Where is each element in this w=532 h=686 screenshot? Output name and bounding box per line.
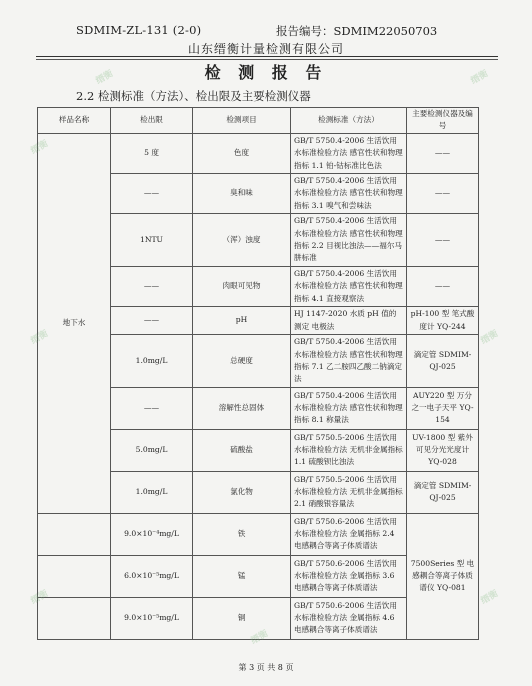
method-cell: GB/T 5750.4-2006 生活饮用水标准检验方法 感官性状和物理指标 2.2 目视比浊法——福尔马肼标准 xyxy=(291,214,407,267)
limit-cell: 9.0×10⁻⁴mg/L xyxy=(111,513,193,555)
limit-cell: —— xyxy=(111,174,193,214)
instrument-cell: UV-1800 型 紫外可见分光光度计 YQ-028 xyxy=(407,429,479,471)
limit-cell: 1.0mg/L xyxy=(111,471,193,513)
watermark: 缙衡 xyxy=(469,68,491,87)
col-header-method: 检测标准（方法） xyxy=(291,108,407,134)
item-cell: 铜 xyxy=(193,597,291,639)
watermark: 缙衡 xyxy=(29,588,51,607)
item-cell: pH xyxy=(193,307,291,335)
section-title: 2.2 检测标准（方法）、检出限及主要检测仪器 xyxy=(76,89,311,103)
sample-name-cell-empty xyxy=(38,597,111,639)
table-row xyxy=(38,513,479,555)
header-rule-thick xyxy=(36,56,498,57)
item-cell: 硫酸盐 xyxy=(193,429,291,471)
item-cell: 肉眼可见物 xyxy=(193,266,291,306)
instrument-cell: 滴定管 SDMIM-QJ-025 xyxy=(407,335,479,388)
col-header-sample: 样品名称 xyxy=(38,108,111,134)
method-cell: GB/T 5750.4-2006 生活饮用水标准检验方法 感官性状和物理指标 3.1 嗅气和尝味法 xyxy=(291,174,407,214)
method-cell: HJ 1147-2020 水质 pH 值的测定 电极法 xyxy=(291,307,407,335)
table-header-row xyxy=(38,108,479,134)
method-cell: GB/T 5750.4-2006 生活饮用水标准检验方法 感官性状和物理指标 1.1 铂-钴标准比色法 xyxy=(291,133,407,173)
method-cell: GB/T 5750.4-2006 生活饮用水标准检验方法 感官性状和物理指标 4.1 直接观察法 xyxy=(291,266,407,306)
method-cell: GB/T 5750.6-2006 生活饮用水标准检验方法 金属指标 2.4 电感耦合等离子体质谱法 xyxy=(291,513,407,555)
watermark: 缙衡 xyxy=(479,588,501,607)
item-cell: 色度 xyxy=(193,133,291,173)
watermark: 缙衡 xyxy=(29,138,51,157)
method-cell: GB/T 5750.6-2006 生活饮用水标准检验方法 金属指标 4.6 电感耦合等离子体质谱法 xyxy=(291,597,407,639)
limit-cell: 1NTU xyxy=(111,214,193,267)
col-header-item: 检测项目 xyxy=(193,108,291,134)
item-cell: 溶解性总固体 xyxy=(193,387,291,429)
sample-name-cell-empty xyxy=(38,513,111,555)
method-cell: GB/T 5750.5-2006 生活饮用水标准检验方法 无机非金属指标 2.1 硝酸银容量法 xyxy=(291,471,407,513)
table-row xyxy=(38,133,479,173)
standards-table xyxy=(37,107,479,640)
sample-name-cell-empty xyxy=(38,555,111,597)
col-header-limit: 检出限 xyxy=(111,108,193,134)
method-cell: GB/T 5750.5-2006 生活饮用水标准检验方法 无机非金属指标 1.1 硫酸钡比浊法 xyxy=(291,429,407,471)
page-footer: 第 3 页 共 8 页 xyxy=(238,663,294,672)
watermark: 缙衡 xyxy=(94,68,116,87)
item-cell: 氯化物 xyxy=(193,471,291,513)
limit-cell: —— xyxy=(111,266,193,306)
instrument-cell: —— xyxy=(407,266,479,306)
method-cell: GB/T 5750.4-2006 生活饮用水标准检验方法 感官性状和物理指标 7.1 乙二胺四乙酸二钠滴定法 xyxy=(291,335,407,388)
document-code: SDMIM-ZL-131 (2-0) xyxy=(76,23,202,37)
instrument-cell: —— xyxy=(407,133,479,173)
item-cell: 锰 xyxy=(193,555,291,597)
item-cell: 臭和味 xyxy=(193,174,291,214)
report-title: 检 测 报 告 xyxy=(204,63,328,82)
report-number: 报告编号：SDMIM22050703 xyxy=(276,24,438,38)
col-header-instrument: 主要检测仪器及编号 xyxy=(407,108,479,134)
item-cell: 总硬度 xyxy=(193,335,291,388)
item-cell: （浑）浊度 xyxy=(193,214,291,267)
sample-name-cell: 地下水 xyxy=(38,133,111,513)
watermark: 缙衡 xyxy=(249,628,271,647)
limit-cell: 9.0×10⁻⁵mg/L xyxy=(111,597,193,639)
instrument-cell: 滴定管 SDMIM-QJ-025 xyxy=(407,471,479,513)
instrument-cell: —— xyxy=(407,174,479,214)
limit-cell: 1.0mg/L xyxy=(111,335,193,388)
limit-cell: 6.0×10⁻⁵mg/L xyxy=(111,555,193,597)
method-cell: GB/T 5750.4-2006 生活饮用水标准检验方法 感官性状和物理指标 8.1 称量法 xyxy=(291,387,407,429)
limit-cell: 5 度 xyxy=(111,133,193,173)
watermark: 缙衡 xyxy=(29,328,51,347)
watermark: 缙衡 xyxy=(479,328,501,347)
method-cell: GB/T 5750.6-2006 生活饮用水标准检验方法 金属指标 3.6 电感耦合等离子体质谱法 xyxy=(291,555,407,597)
limit-cell: —— xyxy=(111,307,193,335)
limit-cell: —— xyxy=(111,387,193,429)
limit-cell: 5.0mg/L xyxy=(111,429,193,471)
instrument-cell: AUY220 型 万分之一电子天平 YQ-154 xyxy=(407,387,479,429)
instrument-cell: —— xyxy=(407,214,479,267)
instrument-cell: pH-100 型 笔式酸度计 YQ-244 xyxy=(407,307,479,335)
instrument-cell-icpms: 7500Series 型 电感耦合等离子体质谱仪 YQ-081 xyxy=(407,513,479,639)
item-cell: 铁 xyxy=(193,513,291,555)
company-name: 山东缙衡计量检测有限公司 xyxy=(187,42,344,56)
